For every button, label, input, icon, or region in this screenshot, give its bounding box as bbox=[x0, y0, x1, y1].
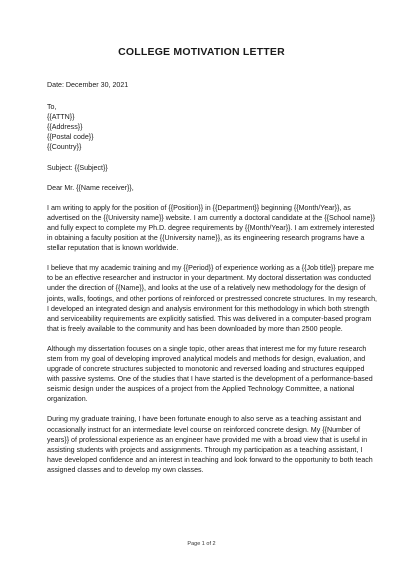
paragraph-4: During my graduate training, I have been fortunate enough to also serve as a teaching assistant and occasionally instruct for an intermediate level course on reinforced concrete design. My {{Number of years}} of professional experience as an engineer have provided me with a broad view that is useful in assisting students with projects and assignments. Through my participation as a teaching assistant, I have developed confidence and an interest in teaching and look forward to the opportunity to both teach assigned classes and to develop my own classes. bbox=[47, 415, 373, 474]
date-line: Date: December 30, 2021 bbox=[47, 81, 129, 89]
paragraph-2: I believe that my academic training and my {{Period}} of experience working as a {{Job title}} prepare me to be an effective researcher and instructor in your department. My doctoral dissertation was conducted under the direction of {{Name}}, and looks at the use of a relatively new methodology for the design of joints, walls, footings, and other portions of reinforced or prestressed concrete structures. In my research, I developed an integrated design and analysis environment for this methodology in which both strength and serviceability requirements are explicitly satisfied. This was delivered in a computer-based program that is freely available to the community and has been downloaded by more than 2500 people. bbox=[47, 264, 378, 333]
address-street: {{Address}} bbox=[47, 123, 83, 132]
paragraph-1: I am writing to apply for the position of {{Position}} in {{Department}} beginning {{Month/Year}}, as advertised on the {{University name}} website. I am currently a doctoral candidate at the {{School name}} and fully expect to complete my Ph.D. degree requirements by {{Month/Year}}. I am extremely interested in obtaining a faculty position at the {{University name}}, as its engineering research programs have a stellar reputation that is known worldwide. bbox=[47, 203, 376, 253]
salutation: Dear Mr. {{Name receiver}}, bbox=[47, 183, 134, 192]
address-country: {{Country}} bbox=[47, 143, 82, 152]
recipient-address bbox=[47, 102, 377, 152]
letter-title: COLLEGE MOTIVATION LETTER bbox=[118, 46, 285, 58]
paragraph-3: Although my dissertation focuses on a single topic, other areas that interest me for my future research stem from my goal of developing improved analytical models and methods for design, evaluation, and upgrade of concrete structures subjected to monotonic and reversed loading and structures equipped with passive systems. One of the studies that I have started is the development of a performance-based seismic design under the auspices of a project from the Applied Technology Committee, a national organization. bbox=[47, 344, 373, 404]
page-number: Page 1 of 2 bbox=[187, 541, 216, 547]
address-postal-code: {{Postal code}} bbox=[47, 133, 94, 142]
address-attn: {{ATTN}} bbox=[47, 113, 75, 122]
address-to: To, bbox=[47, 103, 57, 112]
letter-body bbox=[47, 80, 377, 475]
subject-line: Subject: {{Subject}} bbox=[47, 163, 108, 172]
